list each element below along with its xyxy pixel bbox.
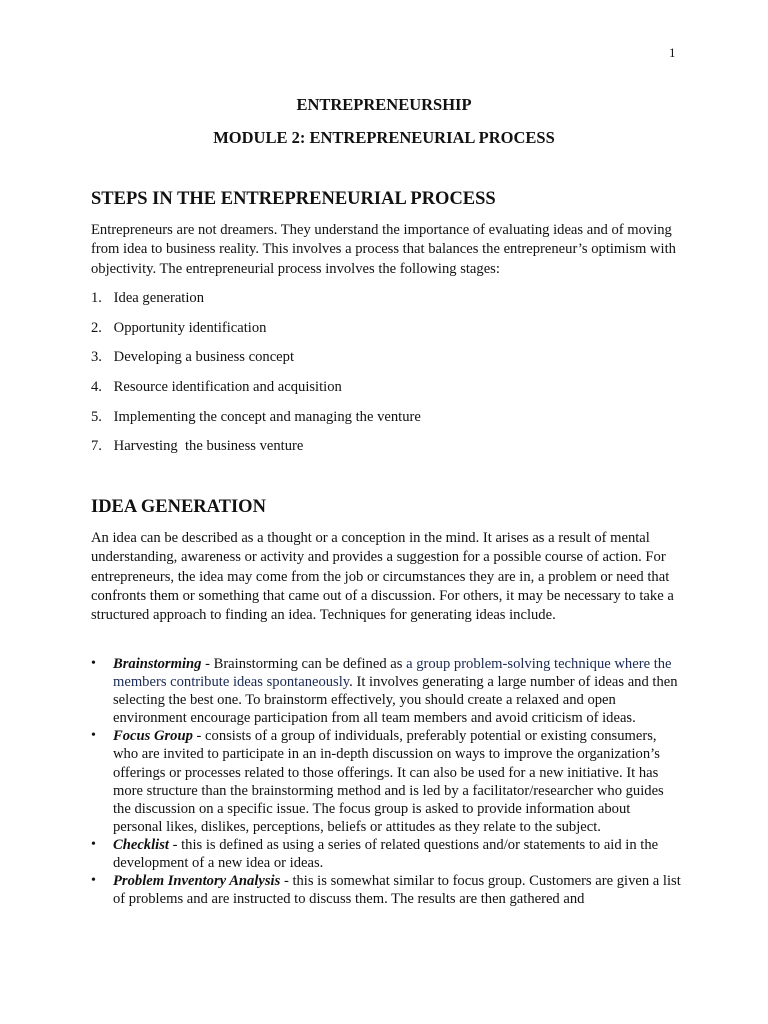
technique-definition-link[interactable]: a group problem-solving technique where the members contribute ideas spontaneously [113, 656, 672, 691]
steps-intro-paragraph: Entrepreneurs are not dreamers. They understand the importance of evaluating ideas and of moving from idea to business reality. This involves a process that balances the entrepreneur’s optimism with objectivity. The entrepreneurial process involves the following stages: [91, 222, 676, 277]
section-heading-idea-generation: IDEA GENERATION [91, 497, 266, 517]
list-item [91, 349, 294, 366]
list-item [91, 655, 681, 727]
bullet-icon: • [91, 728, 96, 744]
list-number: 3. [91, 349, 102, 365]
list-text: Implementing the concept and managing the venture [113, 409, 421, 425]
list-number: 1. [91, 290, 102, 306]
list-item [91, 872, 681, 908]
list-item [91, 409, 421, 426]
techniques-list [91, 655, 681, 908]
technique-text: . It involves generating a large number of ideas and then selecting the best one. To brainstorm effectively, you should create a relaxed and open environment encourage participation from all team members and avoid criticism of ideas. [113, 674, 678, 727]
technique-text: - consists of a group of individuals, preferably potential or existing consumers, who are invited to participate in an in-depth discussion on ways to improve the organization’s offerings or processes related to those offerings. It can also be used for a new initiative. It has more structure than the brainstorming method and is led by a facilitator/researcher who guides the discussion on a specific issue. The focus group is asked to provide information about personal likes, dislikes, perceptions, beliefs or attitudes as they relate to the subject. [113, 728, 664, 835]
bullet-icon: • [91, 836, 96, 852]
technique-text: - this is defined as using a series of related questions and/or statements to aid in the development of a new idea or ideas. [113, 836, 659, 872]
technique-text: - Brainstorming can be defined as [201, 656, 407, 672]
idea-generation-paragraph: An idea can be described as a thought or a conception in the mind. It arises as a result of mental understanding, awareness or activity and provides a suggestion for a possible course of action. For entrepreneurs, the idea may come from the job or circumstances they are in, a problem or need that confronts them or something that came out of a discussion. For others, it may be necessary to take a structured approach to finding an idea. Techniques for generating ideas include. [91, 530, 674, 624]
list-number: 5. [91, 409, 102, 425]
bullet-icon: • [91, 656, 96, 671]
list-item [91, 290, 204, 307]
list-text: Idea generation [113, 290, 205, 306]
bullet-icon: • [91, 873, 96, 889]
section-heading-steps: STEPS IN THE ENTREPRENEURIAL PROCESS [91, 189, 496, 209]
list-text: Harvesting the business venture [113, 438, 304, 454]
list-item [91, 727, 681, 836]
list-number: 2. [91, 320, 102, 336]
list-number: 7. [91, 438, 102, 454]
list-number: 4. [91, 379, 102, 395]
list-item [91, 836, 681, 872]
list-text: Resource identification and acquisition [113, 379, 342, 395]
list-item [91, 438, 303, 455]
technique-term: Checklist [113, 836, 169, 853]
list-item [91, 320, 266, 337]
list-text: Opportunity identification [113, 320, 267, 336]
technique-term: Focus Group [113, 728, 193, 745]
technique-term: Problem Inventory Analysis [113, 873, 281, 890]
technique-text: - this is somewhat similar to focus group. Customers are given a list of problems and are instructed to discuss them. The results are then gathered and [113, 873, 681, 908]
document-title: ENTREPRENEURSHIP [296, 95, 472, 114]
list-text: Developing a business concept [113, 349, 295, 365]
technique-term: Brainstorming [113, 656, 202, 672]
module-title: MODULE 2: ENTREPRENEURIAL PROCESS [213, 128, 555, 147]
page-number: 1 [669, 45, 676, 60]
list-item [91, 379, 342, 396]
